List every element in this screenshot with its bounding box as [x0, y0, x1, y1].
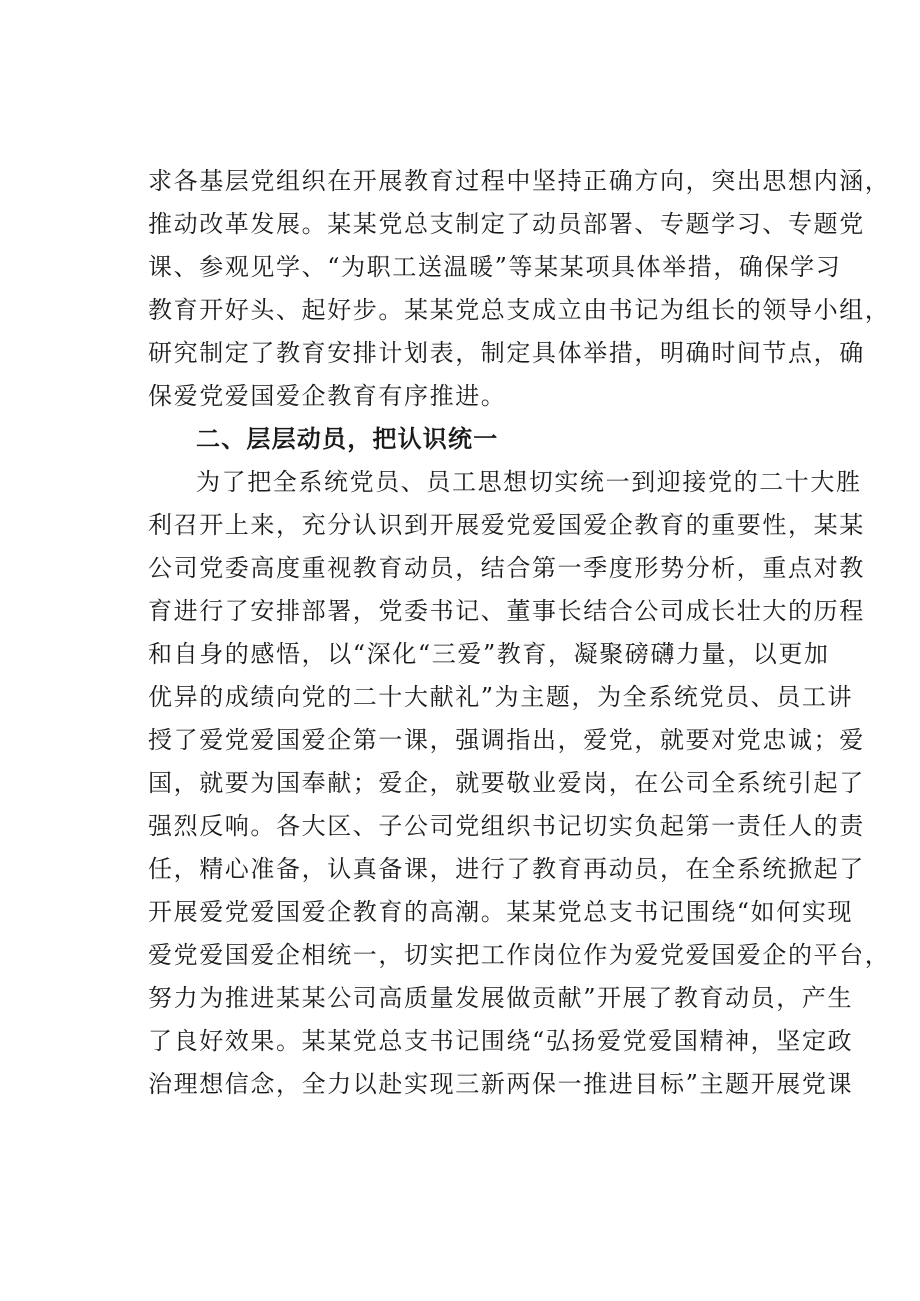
paragraph-1-line-2: 推动改革发展。某某党总支制定了动员部署、专题学习、专题党: [148, 210, 865, 238]
paragraph-2-line-15: 治理想信念，全力以赴实现三新两保一推进目标”主题开展党课: [148, 1070, 854, 1098]
paragraph-2-line-13: 努力为推进某某公司高质量发展做贡献”开展了教育动员，产生: [148, 984, 854, 1012]
paragraph-1-line-1: 求各基层党组织在开展教育过程中坚持正确方向，突出思想内涵，: [148, 167, 891, 195]
paragraph-1-line-6: 保爱党爱国爱企教育有序推进。: [148, 382, 507, 410]
paragraph-1-line-3: 课、参观见学、“为职工送温暖”等某某项具体举措，确保学习: [148, 253, 842, 281]
paragraph-2-line-4: 育进行了安排部署，党委书记、董事长结合公司成长壮大的历程: [148, 597, 865, 625]
paragraph-2-line-6: 优异的成绩向党的二十大献礼”为主题，为全系统党员、员工讲: [148, 683, 854, 711]
paragraph-2-line-12: 爱党爱国爱企相统一，切实把工作岗位作为爱党爱国爱企的平台，: [148, 941, 891, 969]
paragraph-2-line-2: 利召开上来，充分认识到开展爱党爱国爱企教育的重要性，某某: [148, 511, 865, 539]
paragraph-2-line-3: 公司党委高度重视教育动员，结合第一季度形势分析，重点对教: [148, 554, 865, 582]
paragraph-1-line-4: 教育开好头、起好步。某某党总支成立由书记为组长的领导小组，: [148, 296, 891, 324]
paragraph-2-line-14: 了良好效果。某某党总支书记围绕“弘扬爱党爱国精神，坚定政: [148, 1027, 854, 1055]
paragraph-2-line-10: 任，精心准备，认真备课，进行了教育再动员，在全系统掀起了: [148, 855, 865, 883]
paragraph-2-line-9: 强烈反响。各大区、子公司党组织书记切实负起第一责任人的责: [148, 812, 865, 840]
paragraph-2-line-1: 为了把全系统党员、员工思想切实统一到迎接党的二十大胜: [196, 468, 862, 496]
section-heading: 二、层层动员，把认识统一: [196, 425, 499, 453]
document-body: [148, 160, 891, 1106]
paragraph-2-line-5: 和自身的感悟，以“深化“三爱”教育，凝聚磅礴力量，以更加: [148, 640, 830, 668]
paragraph-2-line-11: 开展爱党爱国爱企教育的高潮。某某党总支书记围绕“如何实现: [148, 898, 854, 926]
paragraph-1-line-5: 研究制定了教育安排计划表，制定具体举措，明确时间节点，确: [148, 339, 865, 367]
paragraph-2-line-8: 国，就要为国奉献；爱企，就要敬业爱岗，在公司全系统引起了: [148, 769, 865, 797]
paragraph-2-line-7: 授了爱党爱国爱企第一课，强调指出，爱党，就要对党忠诚；爱: [148, 726, 865, 754]
